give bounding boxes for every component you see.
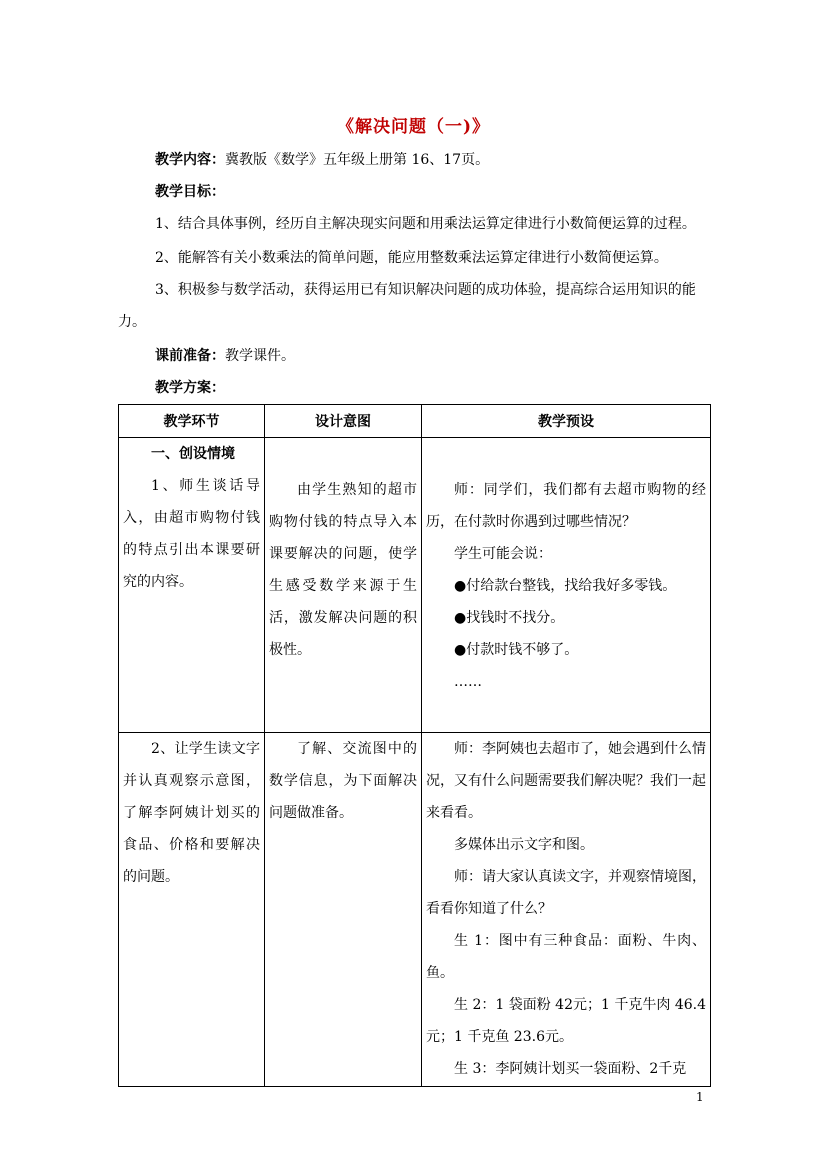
content-line <box>118 144 710 176</box>
header-intent: 设计意图 <box>265 405 422 438</box>
preset-line: 师：请大家认真读文字，并观察情境图，看看你知道了什么？ <box>426 869 706 917</box>
header-stage: 教学环节 <box>119 405 265 438</box>
content-text: 冀教版《数学》五年级上册第 16、17页。 <box>225 152 490 168</box>
goal-item-3: 3、积极参与数学活动，获得运用已有知识解决问题的成功体验，提高综合运用知识的能力。 <box>118 282 696 330</box>
plan-label: 教学方案： <box>155 380 225 396</box>
goals-label: 教学目标： <box>155 184 225 200</box>
goal-item-2: 2、能解答有关小数乘法的简单问题，能应用整数乘法运算定律进行小数简便运算。 <box>155 250 668 266</box>
stage-cell <box>119 438 265 733</box>
stage-cell <box>119 733 265 1087</box>
preset-line: 学生可能会说： <box>454 546 552 562</box>
table-header-row <box>119 405 711 438</box>
intent-cell <box>265 733 422 1087</box>
preset-cell <box>422 438 711 733</box>
table-row <box>119 733 711 1087</box>
page-number: 1 <box>696 1090 704 1104</box>
document-title: 《解决问题（一)》 <box>336 117 491 137</box>
intent-cell <box>265 438 422 733</box>
preset-line: ●付款时钱不够了。 <box>454 642 579 658</box>
preset-line: 生 1：图中有三种食品：面粉、牛肉、鱼。 <box>426 933 706 981</box>
preset-cell <box>422 733 711 1087</box>
preset-line: ●找钱时不找分。 <box>454 610 565 626</box>
prep-label: 课前准备： <box>155 348 225 364</box>
intent-text: 了解、交流图中的数学信息，为下面解决问题做准备。 <box>269 741 417 821</box>
preset-line: ●付给款台整钱，找给我好多零钱。 <box>454 578 677 594</box>
lesson-plan-table <box>118 404 711 1087</box>
prep-text: 教学课件。 <box>225 348 295 364</box>
prep-line <box>118 340 710 372</box>
header-preset: 教学预设 <box>422 405 711 438</box>
intent-text: 由学生熟知的超市购物付钱的特点导入本课要解决的问题，使学生感受数学来源于生活，激发解决问题的积极性。 <box>269 482 417 658</box>
preset-line: 师：同学们，我们都有去超市购物的经历，在付款时你遇到过哪些情况？ <box>426 482 706 530</box>
preset-line: 生 2：1 袋面粉 42元；1 千克牛肉 46.4 元；1 千克鱼 23.6元。 <box>426 997 706 1045</box>
preset-line: 多媒体出示文字和图。 <box>454 837 594 853</box>
stage-text: 1、师生谈话导入，由超市购物付钱的特点引出本课要研究的内容。 <box>123 478 260 590</box>
stage-text: 2、让学生读文字并认真观察示意图，了解李阿姨计划买的食品、价格和要解决的问题。 <box>123 741 260 885</box>
content-label: 教学内容： <box>155 152 225 168</box>
goal-item-1: 1、结合具体事例，经历自主解决现实问题和用乘法运算定律进行小数简便运算的过程。 <box>155 216 696 232</box>
table-row <box>119 438 711 733</box>
stage-heading: 一、创设情境 <box>151 446 235 462</box>
preset-line: …… <box>454 674 482 690</box>
preset-line: 师：李阿姨也去超市了，她会遇到什么情况，又有什么问题需要我们解决呢？我们一起来看看。 <box>426 741 706 821</box>
preset-line: 生 3：李阿姨计划买一袋面粉、2千克 <box>454 1061 687 1077</box>
